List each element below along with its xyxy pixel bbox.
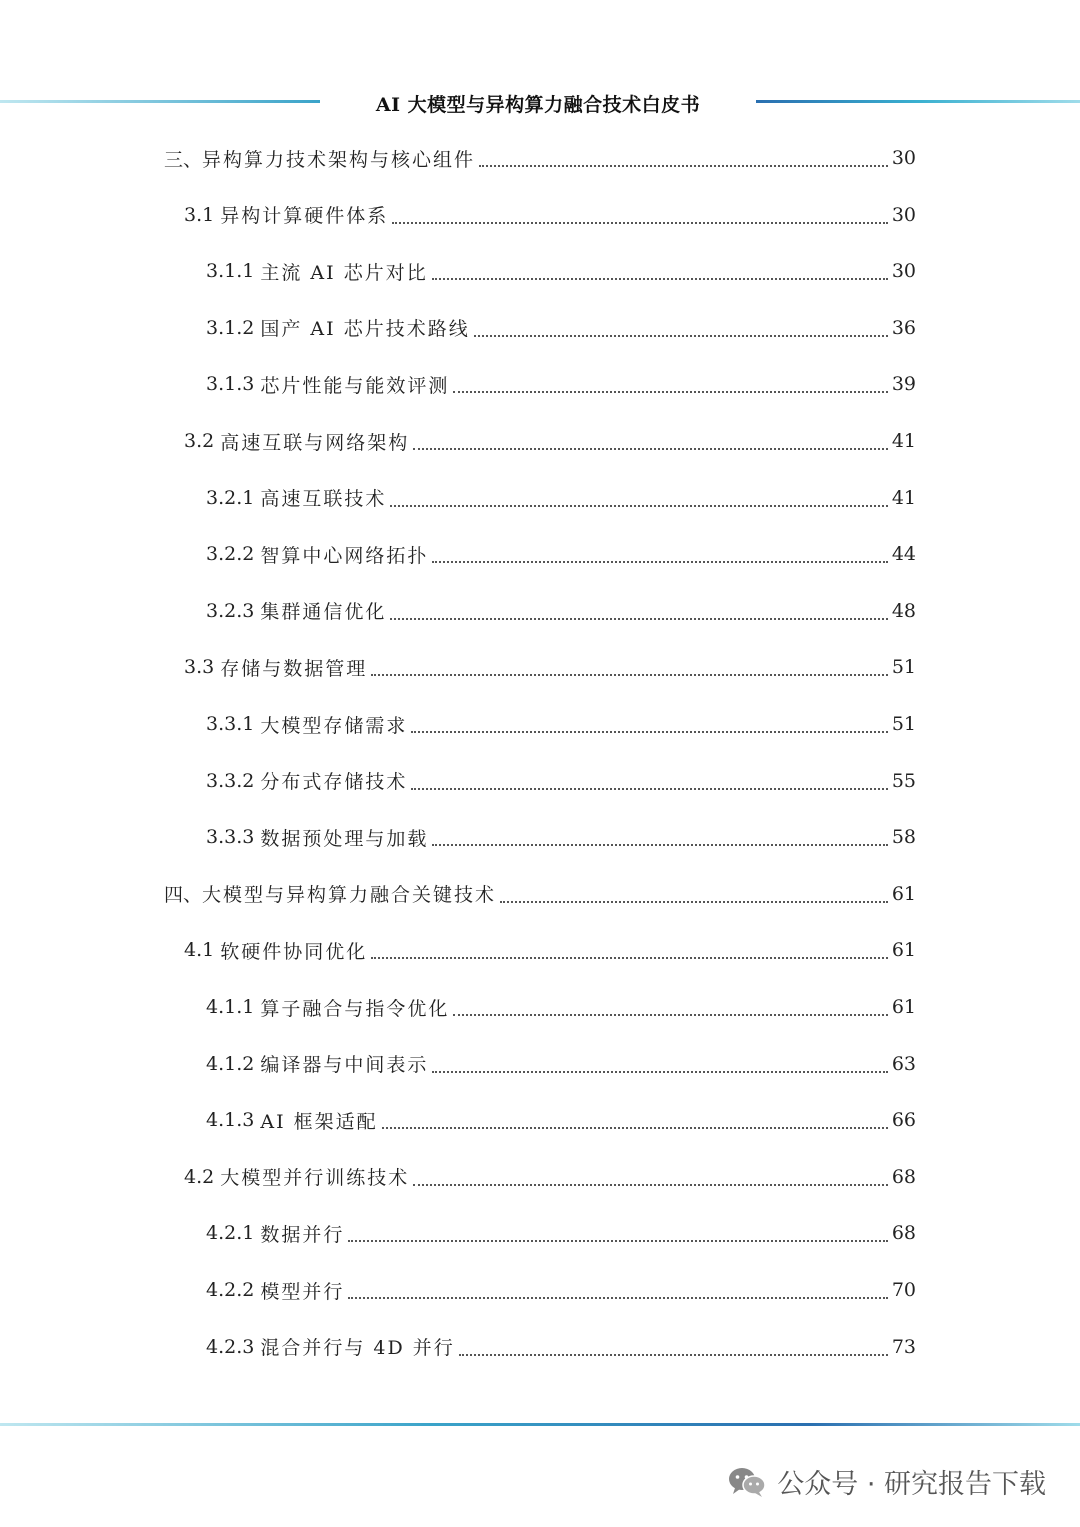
toc-entry-title: 芯片性能与能效评测 [260, 374, 450, 397]
toc-entry-page: 41 [891, 486, 916, 509]
header-rule-right [756, 100, 1080, 103]
toc-entry-number: 3.3.2 [206, 769, 261, 792]
toc-entry[interactable] [184, 930, 916, 970]
toc-entry-number: 4.2.1 [206, 1222, 261, 1245]
toc-entry-number: 4.1.2 [206, 1052, 261, 1075]
toc-entry-number: 3.3.1 [206, 713, 261, 735]
toc-leader-dots [413, 1183, 888, 1186]
footer-rule [0, 1423, 1080, 1426]
toc-entry-page: 51 [891, 656, 916, 679]
toc-entry-number: 3.2.1 [206, 486, 261, 509]
toc-entry-number: 三、 [164, 148, 203, 171]
toc-entry-number: 4.1.3 [206, 1109, 261, 1132]
toc-entry[interactable] [164, 138, 916, 178]
wechat-icon [727, 1466, 767, 1498]
toc-entry-number: 3.1.1 [206, 260, 261, 283]
toc-entry-page: 30 [891, 147, 916, 169]
toc-leader-dots [348, 1296, 887, 1299]
toc-leader-dots [413, 447, 888, 450]
toc-entry-page: 66 [891, 1109, 916, 1132]
toc-entry-title: 混合并行与 4D 并行 [260, 1337, 455, 1360]
toc-entry-number: 3.2.3 [206, 599, 261, 622]
toc-entry-page: 55 [891, 769, 916, 792]
toc-entry-page: 68 [891, 1165, 916, 1188]
toc-entry-title: 软硬件协同优化 [220, 940, 368, 963]
toc-leader-dots [392, 221, 888, 224]
toc-leader-dots [474, 334, 888, 337]
page-header-title: AI 大模型与异构算力融合技术白皮书 [375, 94, 701, 116]
toc-entry-page: 30 [891, 203, 916, 226]
toc-entry[interactable] [206, 704, 916, 744]
toc-entry-number: 3.2.2 [206, 543, 261, 566]
toc-entry[interactable] [206, 761, 916, 801]
toc-entry[interactable] [206, 478, 916, 518]
toc-leader-dots [371, 956, 888, 959]
toc-entry-number: 3.3.3 [206, 826, 261, 849]
toc-entry[interactable] [184, 647, 916, 687]
toc-entry-title: 高速互联与网络架构 [220, 431, 410, 454]
toc-entry-number: 4.1 [184, 939, 221, 962]
toc-entry-page: 41 [891, 430, 916, 452]
toc-entry-number: 3.1.3 [206, 373, 261, 396]
toc-leader-dots [348, 1239, 887, 1242]
toc-entry-title: 主流 AI 芯片对比 [260, 261, 428, 284]
toc-leader-dots [390, 617, 887, 620]
toc-entry-page: 73 [891, 1335, 916, 1358]
watermark-text: 公众号 · 研究报告下载 [777, 1469, 1046, 1500]
toc-leader-dots [432, 1070, 887, 1073]
toc-entry-title: 集群通信优化 [260, 601, 387, 624]
toc-entry[interactable] [206, 591, 916, 631]
toc-entry-page: 70 [891, 1279, 916, 1301]
toc-entry-number: 4.2 [184, 1165, 221, 1188]
toc-entry[interactable] [184, 1157, 916, 1197]
toc-entry[interactable] [206, 534, 916, 574]
toc-leader-dots [432, 560, 887, 563]
toc-entry-number: 4.1.1 [206, 996, 261, 1018]
toc-entry-title: 编译器与中间表示 [260, 1054, 429, 1077]
toc-entry-title: 分布式存储技术 [260, 771, 408, 794]
toc-entry-page: 30 [891, 260, 916, 283]
toc-entry[interactable] [206, 1270, 916, 1310]
toc-entry-number: 3.1.2 [206, 316, 261, 339]
toc-entry[interactable] [184, 421, 916, 461]
toc-entry-title: 智算中心网络拓扑 [260, 544, 429, 567]
toc-leader-dots [479, 164, 888, 167]
toc-entry[interactable] [206, 308, 916, 348]
toc-entry[interactable] [164, 874, 916, 914]
toc-leader-dots [382, 1126, 888, 1129]
toc-entry-number: 4.2.3 [206, 1335, 261, 1358]
toc-entry-page: 68 [891, 1222, 916, 1245]
toc-leader-dots [390, 504, 887, 507]
toc-entry-page: 36 [891, 316, 916, 339]
toc-entry-page: 58 [891, 826, 916, 849]
toc-entry-number: 四、 [164, 884, 203, 907]
toc-leader-dots [432, 277, 888, 280]
toc-entry-page: 39 [891, 373, 916, 396]
toc-entry-number: 3.3 [184, 656, 221, 679]
toc-entry-number: 3.1 [184, 203, 221, 226]
toc-entry-title: 国产 AI 芯片技术路线 [260, 318, 470, 341]
toc-entry-title: AI 框架适配 [260, 1110, 378, 1133]
toc-leader-dots [453, 1013, 887, 1016]
toc-entry-title: 异构算力技术架构与核心组件 [202, 148, 476, 171]
toc-entry-title: 数据并行 [260, 1223, 345, 1246]
toc-entry[interactable] [206, 1044, 916, 1084]
toc-entry-title: 高速互联技术 [260, 488, 387, 511]
toc-entry-title: 存储与数据管理 [220, 657, 368, 680]
toc-entry-page: 61 [891, 882, 916, 905]
toc-entry[interactable] [206, 251, 916, 291]
toc-leader-dots [411, 730, 887, 733]
toc-entry[interactable] [206, 1100, 916, 1140]
toc-entry-page: 48 [891, 599, 916, 622]
toc-entry[interactable] [206, 364, 916, 404]
toc-entry[interactable] [206, 987, 916, 1027]
toc-entry[interactable] [206, 1327, 916, 1367]
toc-entry-title: 异构计算硬件体系 [220, 205, 389, 228]
toc-leader-dots [459, 1353, 888, 1356]
toc-entry-title: 数据预处理与加载 [260, 827, 429, 850]
toc-leader-dots [432, 843, 887, 846]
toc-leader-dots [411, 787, 887, 790]
toc-entry-page: 44 [891, 543, 916, 566]
toc-entry-page: 51 [891, 713, 916, 735]
toc-entry-page: 61 [891, 939, 916, 962]
toc-entry[interactable] [206, 1213, 916, 1253]
toc-entry-title: 大模型并行训练技术 [220, 1167, 410, 1190]
toc-entry-title: 模型并行 [260, 1280, 345, 1303]
toc-entry-page: 63 [891, 1052, 916, 1075]
toc-entry-title: 算子融合与指令优化 [260, 997, 450, 1020]
toc-leader-dots [500, 900, 888, 903]
toc-entry[interactable] [184, 195, 916, 235]
toc-entry-number: 3.2 [184, 430, 221, 452]
header-rule-left [0, 100, 320, 103]
watermark [727, 1462, 1046, 1501]
toc-entry[interactable] [206, 817, 916, 857]
toc-leader-dots [453, 390, 887, 393]
toc-entry-number: 4.2.2 [206, 1279, 261, 1301]
toc-entry-title: 大模型与异构算力融合关键技术 [202, 884, 497, 907]
toc-leader-dots [371, 673, 888, 676]
toc-entry-title: 大模型存储需求 [260, 714, 408, 737]
toc-entry-page: 61 [891, 996, 916, 1018]
